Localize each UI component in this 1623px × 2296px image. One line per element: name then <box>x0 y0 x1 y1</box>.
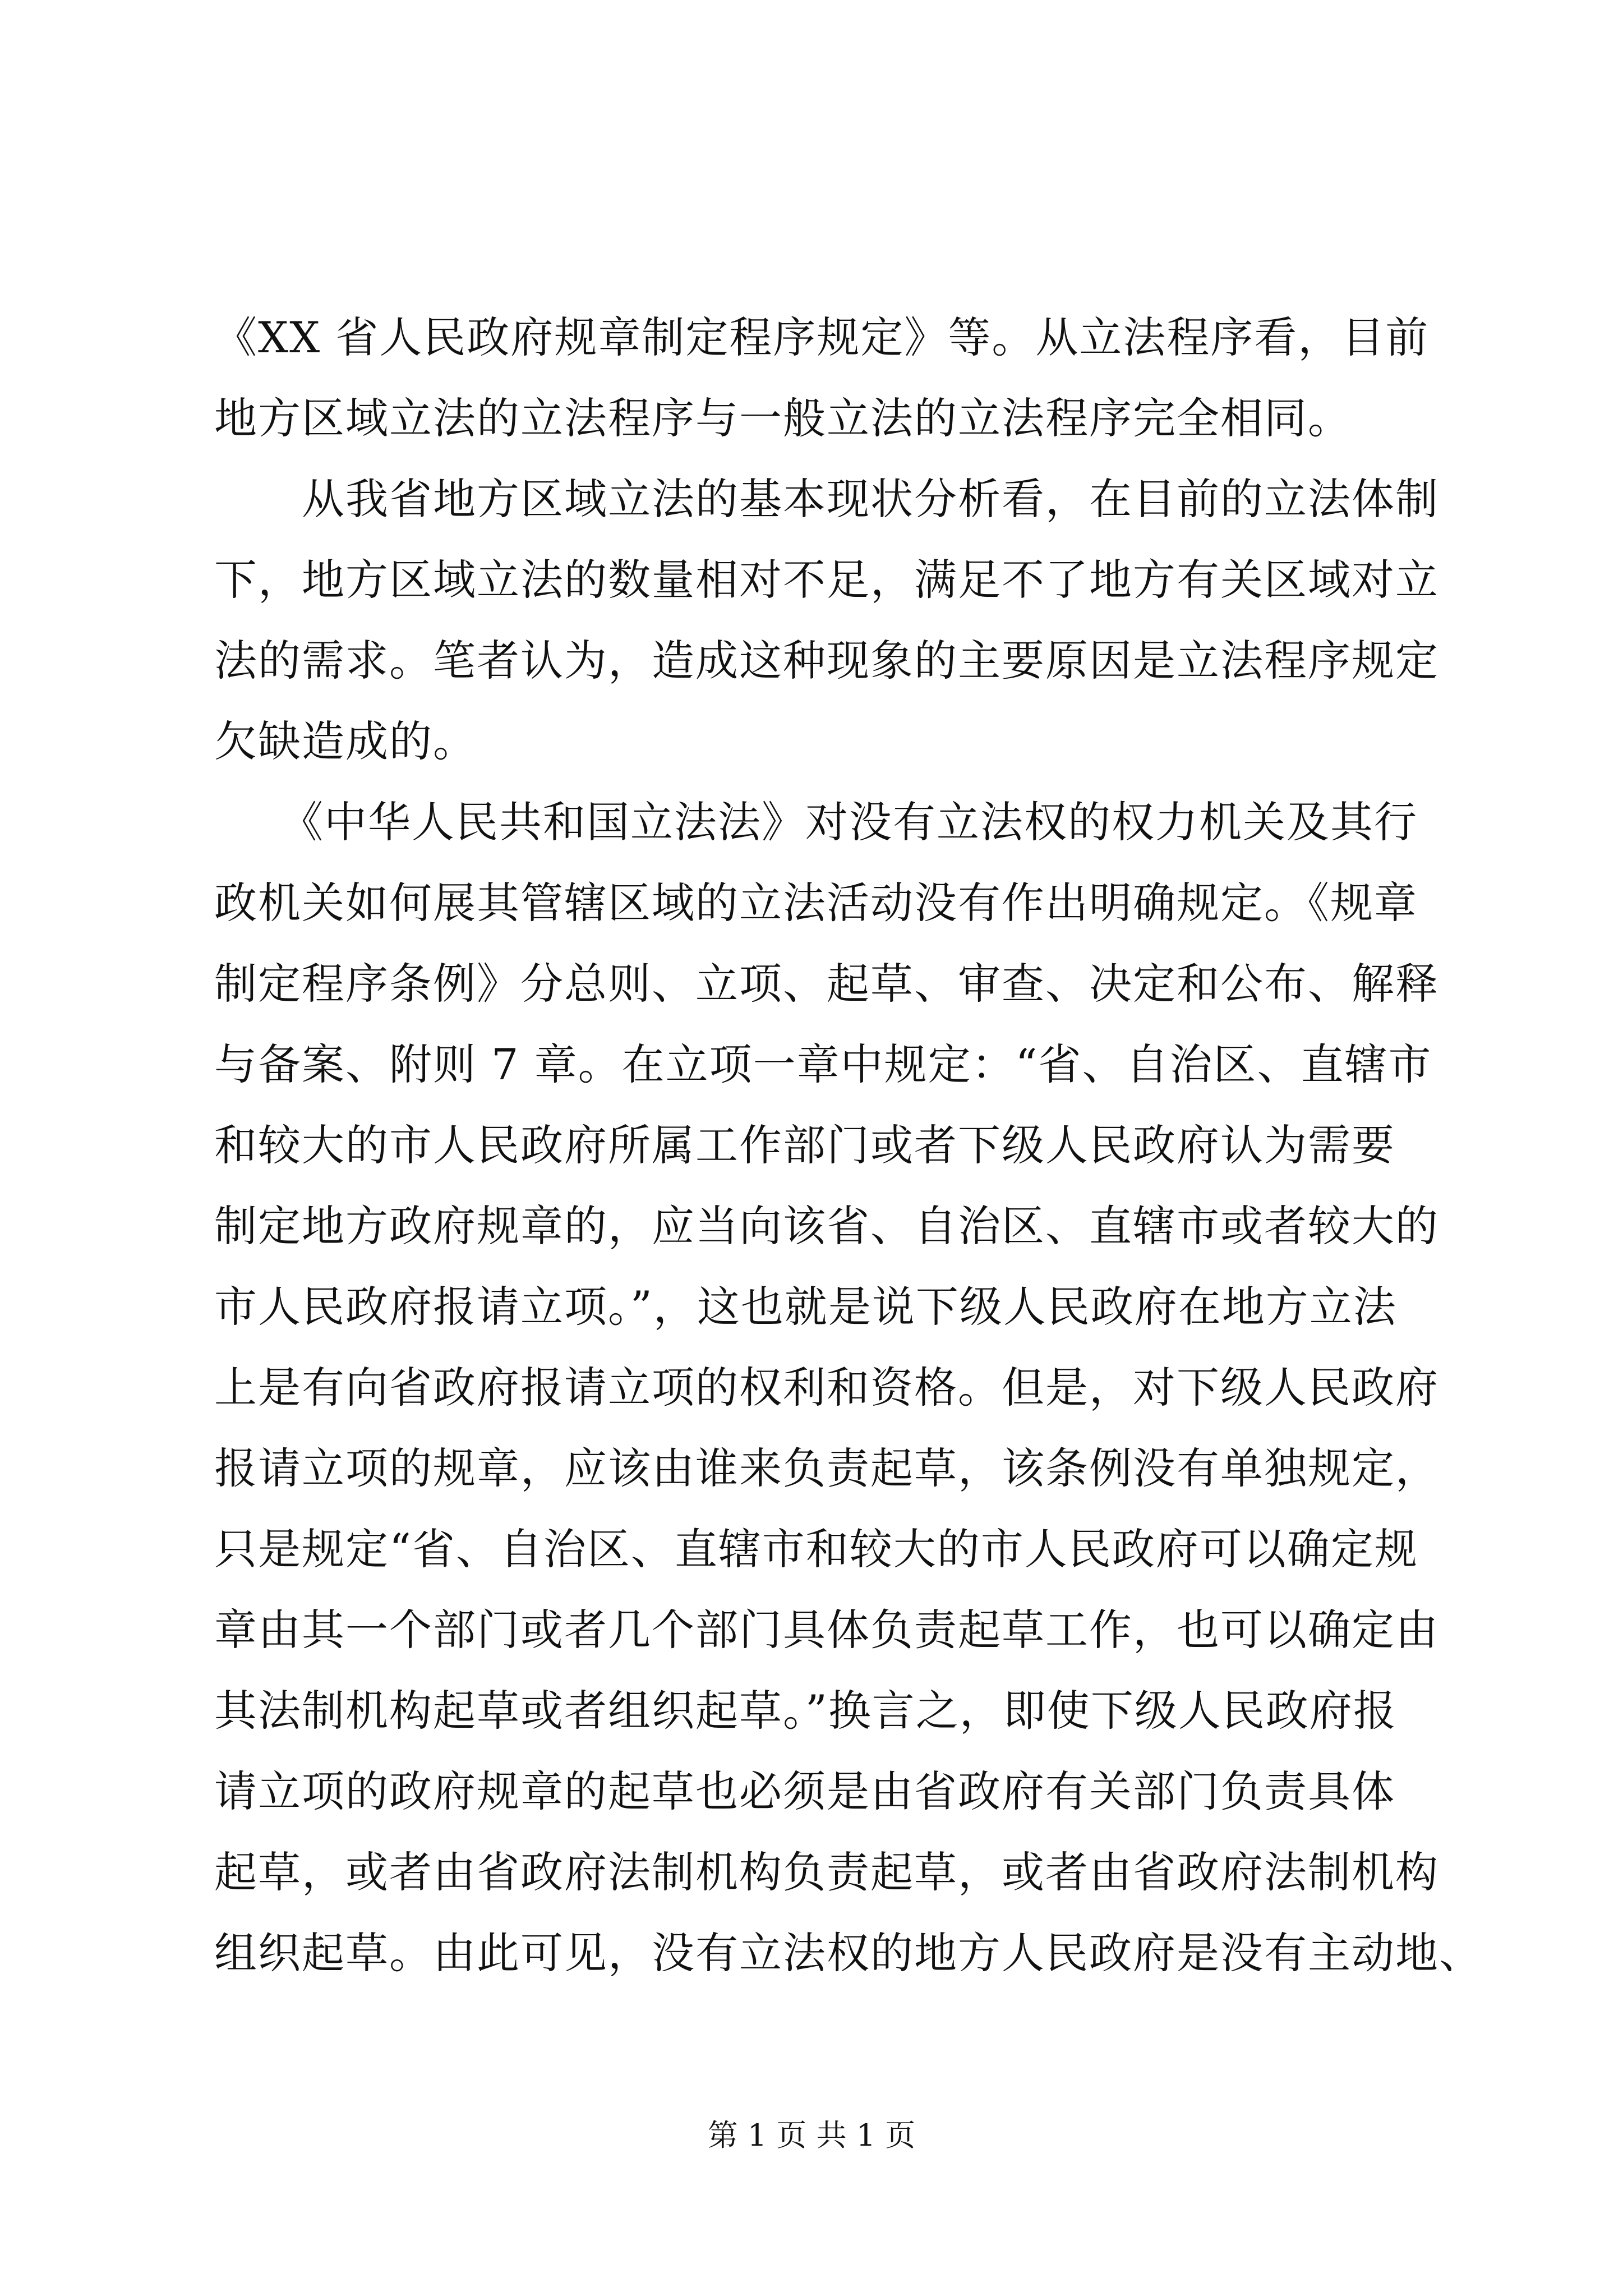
text-line: 法的需求。笔者认为，造成这种现象的主要原因是立法程序规定 <box>214 636 1439 685</box>
text-line: 其法制机构起草或者组织起草。”换言之，即使下级人民政府报 <box>214 1686 1397 1736</box>
text-line: 下，地方区域立法的数量相对不足，满足不了地方有关区域对立 <box>214 555 1439 605</box>
text-line: 从我省地方区域立法的基本现状分析看，在目前的立法体制 <box>214 474 1439 524</box>
text-line: 只是规定“省、自治区、直辖市和较大的市人民政府可以确定规 <box>214 1524 1418 1574</box>
text-line: 地方区域立法的立法程序与一般立法的立法程序完全相同。 <box>214 393 1352 443</box>
text-line: 和较大的市人民政府所属工作部门或者下级人民政府认为需要 <box>214 1120 1395 1170</box>
text-line: 章由其一个部门或者几个部门具体负责起草工作，也可以确定由 <box>214 1605 1439 1655</box>
text-line: 市人民政府报请立项。”，这也就是说下级人民政府在地方立法 <box>214 1282 1397 1332</box>
text-line: 欠缺造成的。 <box>214 716 477 766</box>
text-line: 《XX 省人民政府规章制定程序规定》等。从立法程序看，目前 <box>214 312 1430 362</box>
text-line: 《中华人民共和国立法法》对没有立法权的权力机关及其行 <box>214 797 1418 847</box>
text-line: 上是有向省政府报请立项的权利和资格。但是，对下级人民政府 <box>214 1363 1439 1412</box>
text-line: 组织起草。由此可见，没有立法权的地方人民政府是没有主动地、 <box>214 1928 1483 1978</box>
text-line: 请立项的政府规章的起草也必须是由省政府有关部门负责具体 <box>214 1766 1395 1816</box>
text-line: 报请立项的规章，应该由谁来负责起草，该条例没有单独规定， <box>214 1443 1439 1493</box>
page-footer: 第 1 页 共 1 页 <box>707 2118 916 2153</box>
body-text <box>214 297 1483 1994</box>
text-line: 起草，或者由省政府法制机构负责起草，或者由省政府法制机构 <box>214 1847 1439 1897</box>
text-line: 制定地方政府规章的，应当向该省、自治区、直辖市或者较大的 <box>214 1201 1439 1251</box>
text-line: 政机关如何展其管辖区域的立法活动没有作出明确规定。《规章 <box>214 878 1418 928</box>
text-line: 与备案、附则 7 章。在立项一章中规定：“省、自治区、直辖市 <box>214 1039 1432 1089</box>
text-line: 制定程序条例》分总则、立项、起草、审查、决定和公布、解释 <box>214 959 1439 1009</box>
